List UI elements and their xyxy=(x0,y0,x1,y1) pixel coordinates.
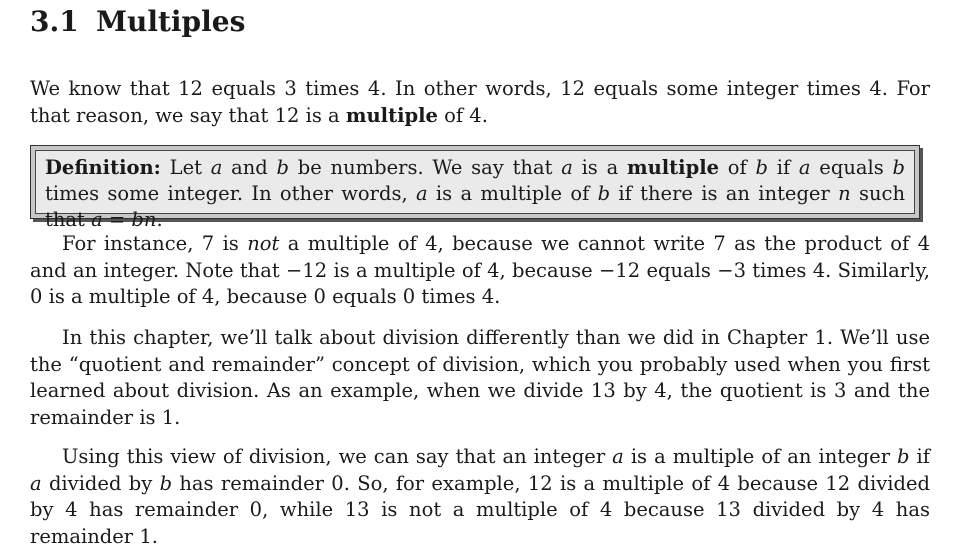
p4-text: Using this view of division, we can say that an integer xyxy=(62,445,613,468)
p2-text: a multiple of 4, because we cannot write 7 as the product of 4 and an integer. Note that −12 is a multiple of 4, because −12 equals −3 times 4. Similarly, 0 is a multiple of 4, because 0 equals 0 times 4. xyxy=(30,232,930,308)
section-heading xyxy=(30,2,245,42)
paragraph-examples xyxy=(30,231,930,311)
p2-emphasis: not xyxy=(247,232,280,255)
def-equation: a = bn xyxy=(91,208,157,231)
def-text: equals xyxy=(810,156,893,179)
paragraph-remainder xyxy=(30,444,930,550)
p4-var: a xyxy=(30,471,42,495)
def-var: b xyxy=(276,156,290,179)
p2-text: For instance, 7 is xyxy=(62,232,248,255)
def-bold-term: multiple xyxy=(626,156,720,179)
def-text: if there is an integer xyxy=(610,182,839,205)
paragraph-division xyxy=(30,325,930,431)
p4-text: has remainder 0. So, for example, 12 is a multiple of 4 because 12 divided by 4 has remainder 0, while 13 is not a multiple of 4 because 13 divided by 4 has remainder 1. xyxy=(30,471,930,548)
def-text: times some integer. In other words, xyxy=(45,182,416,205)
def-var: b xyxy=(755,156,768,179)
section-title: Multiples xyxy=(96,5,246,38)
def-text: is a xyxy=(572,156,627,179)
p4-var: b xyxy=(159,471,173,495)
definition-box xyxy=(30,145,920,231)
p4-var: a xyxy=(612,445,624,468)
def-text: . xyxy=(156,208,163,231)
def-var: n xyxy=(838,182,851,205)
definition-label: Definition: xyxy=(45,156,161,179)
def-text: if xyxy=(767,156,799,179)
p3-text: In this chapter, we’ll talk about division differently than we did in Chapter 1. We’ll use the “quotient and remainder” concept of division, which you probably used when you first learned about division. As an example, when we divide 13 by 4, the quotient is 3 and the remainder is 1. xyxy=(30,326,930,429)
def-var: a xyxy=(798,156,811,179)
def-text: and xyxy=(222,156,277,179)
def-var: b xyxy=(597,182,611,205)
def-text: such that xyxy=(45,182,906,231)
def-var: a xyxy=(561,156,573,179)
section-number: 3.1 xyxy=(30,5,79,38)
p4-text: if xyxy=(909,445,930,468)
p4-text: is a multiple of an integer xyxy=(623,445,898,468)
def-text: Let xyxy=(160,156,211,179)
def-text: is a multiple of xyxy=(427,182,598,205)
def-text: be numbers. We say that xyxy=(289,156,562,179)
def-var: b xyxy=(892,156,905,179)
def-var: a xyxy=(415,182,428,205)
definition-text xyxy=(35,150,915,231)
intro-text-end: of 4. xyxy=(437,103,488,127)
intro-paragraph xyxy=(30,76,930,129)
p4-var: b xyxy=(897,445,910,468)
def-var: a xyxy=(210,156,223,179)
intro-text: We know that 12 equals 3 times 4. In other words, 12 equals some integer times 4. For that reason, we say that 12 is a xyxy=(30,77,930,127)
def-text: of xyxy=(719,156,756,179)
intro-bold-term: multiple xyxy=(345,103,438,127)
p4-text: divided by xyxy=(41,471,160,495)
